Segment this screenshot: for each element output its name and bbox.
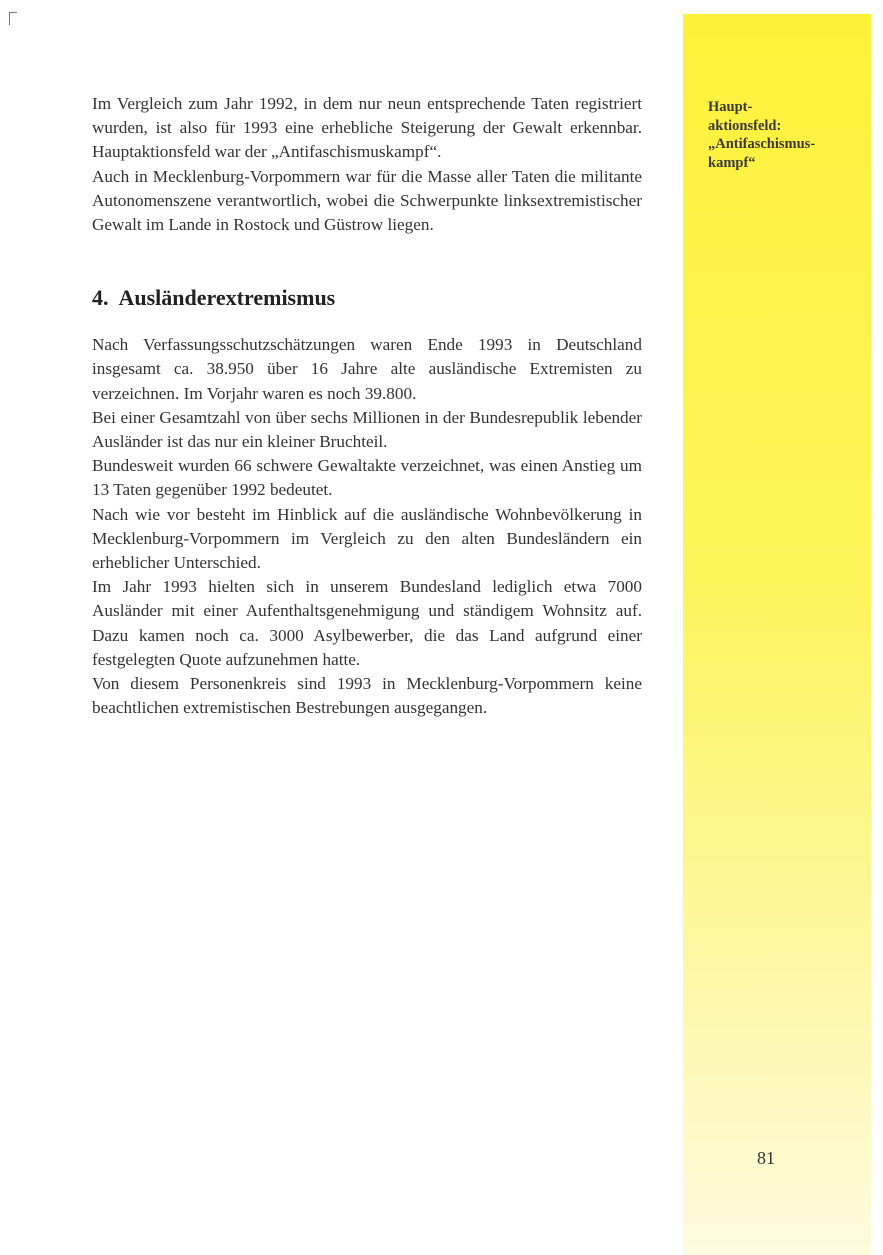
margin-note <box>708 98 868 172</box>
paragraph: Bundesweit wurden 66 schwere Gewaltakte verzeichnet, was einen Anstieg um 13 Taten gegenüber 1992 bedeutet. <box>92 456 642 500</box>
margin-note-line: aktionsfeld: <box>708 117 782 134</box>
section-title: Ausländerextremismus <box>118 285 336 311</box>
margin-note-line: Haupt- <box>708 99 753 115</box>
crop-mark <box>9 12 17 25</box>
section-heading <box>92 285 642 311</box>
paragraph: Im Vergleich zum Jahr 1992, in dem nur neun entsprechende Taten registriert wurden, ist also für 1993 eine erhebliche Steigerung der Gewalt erkennbar. Hauptaktionsfeld war der „Antifaschismuskampf“. <box>92 94 642 162</box>
paragraph: Nach wie vor besteht im Hinblick auf die ausländische Wohnbevölkerung in Mecklenburg-Vorpommern im Vergleich zu den alten Bundesländern ein erheblicher Unterschied. <box>92 504 642 573</box>
paragraph: Bei einer Gesamtzahl von über sechs Millionen in der Bundesrepublik lebender Ausländer ist das nur ein kleiner Bruchteil. <box>92 407 642 452</box>
paragraph: Von diesem Personenkreis sind 1993 in Mecklenburg-Vorpommern keine beachtlichen extremistischen Bestrebungen ausgegangen. <box>92 674 642 718</box>
margin-highlight-bar <box>683 14 871 1255</box>
paragraph: Auch in Mecklenburg-Vorpommern war für die Masse aller Taten die militante Autonomenszene verantwortlich, wobei die Schwerpunkte linksextremistischer Gewalt im Lande in Rostock und Güstrow liegen. <box>92 166 642 235</box>
main-text <box>92 92 642 720</box>
margin-note-line: kampf“ <box>708 154 756 171</box>
margin-note-line: „Antifaschismus- <box>708 136 816 152</box>
section-number: 4. <box>92 285 109 311</box>
paragraph: Im Jahr 1993 hielten sich in unserem Bundesland lediglich etwa 7000 Ausländer mit einer Aufenthaltsgenehmigung und ständigem Wohnsitz auf. Dazu kamen noch ca. 3000 Asylbewerber, die das Land aufgrund einer festgelegten Quote aufzunehmen hatte. <box>92 577 642 669</box>
paragraph: Nach Verfassungsschutzschätzungen waren Ende 1993 in Deutschland insgesamt ca. 38.950 über 16 Jahre alte ausländische Extremisten zu verzeichnen. Im Vorjahr waren es noch 39.800. <box>92 335 642 403</box>
page-number: 81 <box>757 1148 775 1168</box>
